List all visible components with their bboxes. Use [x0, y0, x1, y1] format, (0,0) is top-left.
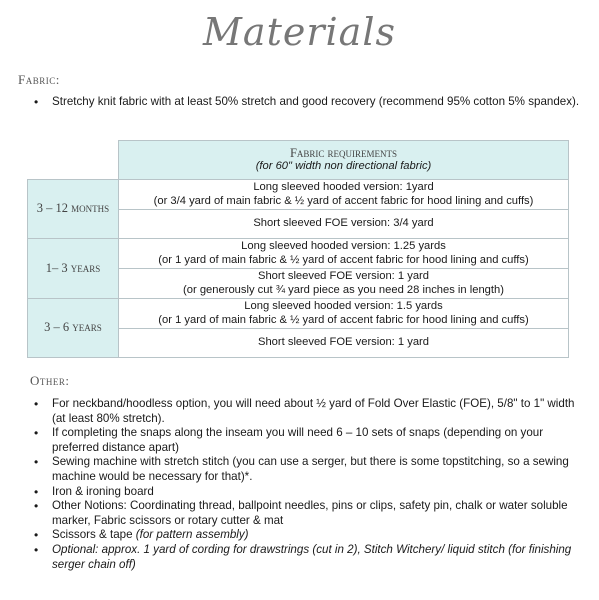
- short-sleeve-line: Short sleeved FOE version: 1 yard: [258, 336, 429, 349]
- other-section-label: Other:: [30, 373, 70, 388]
- short-sleeve-note: (or generously cut ¾ yard piece as you need 28 inches in length): [183, 283, 504, 296]
- table-corner: [28, 141, 119, 180]
- list-item: • Stretchy knit fabric with at least 50% stretch and good recovery (recommend 95% cotton 5% spandex).: [30, 95, 580, 110]
- short-sleeve-cell: [119, 210, 569, 239]
- list-item: • Sewing machine with stretch stitch (you can use a serger, but there is some topstitching, so a sewing machine would be necessary for that)*.: [30, 455, 575, 484]
- age-cell: 3 – 12 months: [28, 180, 119, 239]
- list-item: • Iron & ironing board: [30, 485, 575, 500]
- fabric-bullet-list: [30, 95, 580, 110]
- short-sleeve-line: Short sleeved FOE version: 3/4 yard: [253, 217, 434, 230]
- other-bullet-list: [30, 397, 575, 572]
- list-item: • Other Notions: Coordinating thread, ballpoint needles, pins or clips, safety pin, chalk or water soluble marker, Fabric scissors or rotary cutter & mat: [30, 499, 575, 528]
- short-sleeve-cell: [119, 329, 569, 358]
- long-sleeve-cell: [119, 180, 569, 210]
- short-sleeve-cell: [119, 269, 569, 299]
- long-sleeve-note: (or 1 yard of main fabric & ½ yard of accent fabric for hood lining and cuffs): [158, 313, 529, 326]
- long-sleeve-line: Long sleeved hooded version: 1yard: [253, 181, 434, 193]
- list-item: • Scissors & tape (for pattern assembly): [30, 528, 575, 543]
- table-header: [119, 141, 569, 180]
- fabric-requirements-table: [27, 140, 569, 358]
- long-sleeve-line: Long sleeved hooded version: 1.5 yards: [244, 300, 443, 312]
- page-title: Materials: [203, 10, 396, 54]
- table-header-subtitle: (for 60" width non directional fabric): [255, 160, 432, 172]
- fabric-section-label: Fabric:: [18, 72, 60, 87]
- list-item: • Optional: approx. 1 yard of cording for drawstrings (cut in 2), Stitch Witchery/ liquid stitch (for finishing serger chain off): [30, 543, 575, 572]
- long-sleeve-line: Long sleeved hooded version: 1.25 yards: [241, 240, 446, 252]
- long-sleeve-cell: [119, 299, 569, 329]
- list-item: • For neckband/hoodless option, you will need about ½ yard of Fold Over Elastic (FOE), 5/8" to 1" width (at least 80% stretch).: [30, 397, 575, 426]
- long-sleeve-note: (or 3/4 yard of main fabric & ½ yard of accent fabric for hood lining and cuffs): [153, 194, 534, 207]
- short-sleeve-line: Short sleeved FOE version: 1 yard: [258, 270, 429, 282]
- age-cell: 1– 3 years: [28, 239, 119, 299]
- list-item: • If completing the snaps along the inseam you will need 6 – 10 sets of snaps (depending on your preferred distance apart): [30, 426, 575, 455]
- age-cell: 3 – 6 years: [28, 299, 119, 358]
- long-sleeve-cell: [119, 239, 569, 269]
- long-sleeve-note: (or 1 yard of main fabric & ½ yard of accent fabric for hood lining and cuffs): [158, 253, 529, 266]
- table-header-title: Fabric requirements: [289, 145, 398, 160]
